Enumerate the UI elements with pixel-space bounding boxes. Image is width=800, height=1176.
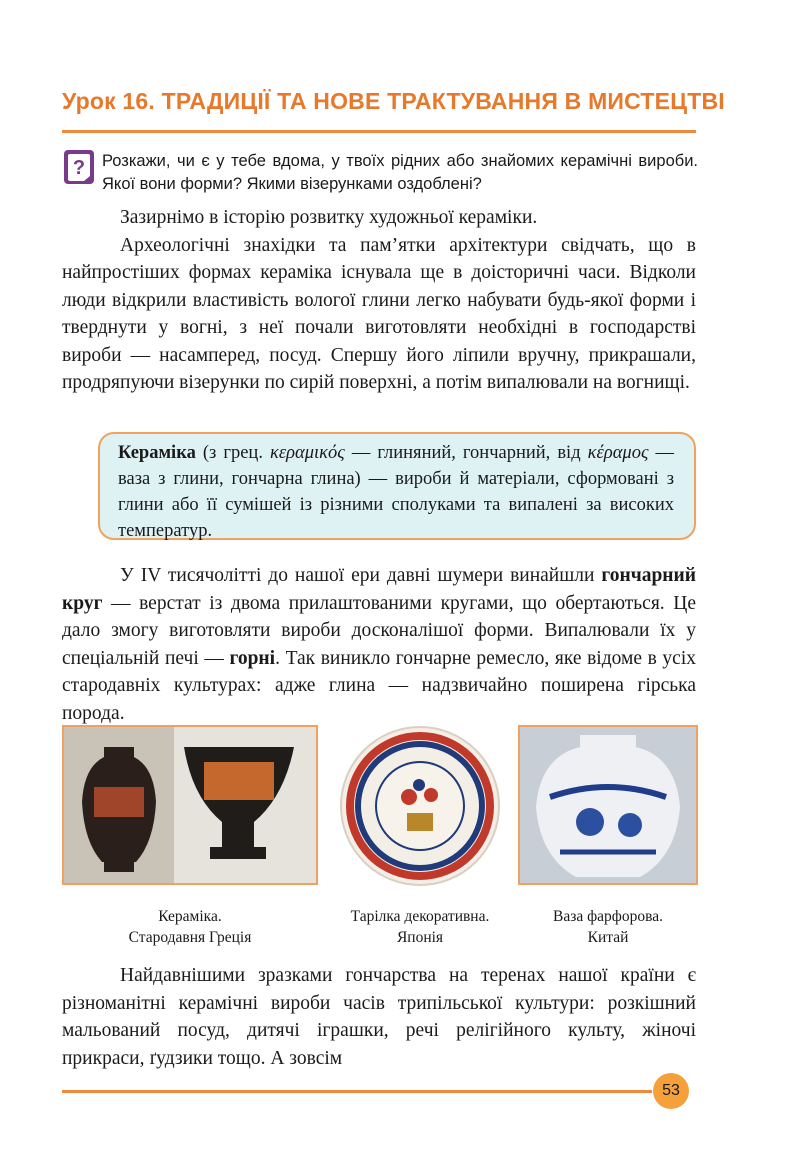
definition-text — [118, 440, 674, 544]
paragraph-text: . Так виникло гончарне ремесло, яке відоме в усіх стародавніх культурах: адже глина — надзвичайно поширена гірська порода. — [62, 647, 696, 724]
caption-line: Тарілка декоративна. — [350, 908, 490, 925]
caption-line: Китай — [587, 929, 629, 946]
greek-word: κέραμος — [587, 443, 649, 463]
term-kiln: горні — [229, 647, 276, 669]
intro-line: Зазирнімо в історію розвитку художньої кераміки. — [120, 207, 538, 228]
caption-line: Японія — [396, 929, 444, 946]
caption-line: Ваза фарфорова. — [553, 908, 663, 925]
caption-chinese-vase — [530, 906, 686, 948]
japanese-plate-image — [339, 725, 501, 887]
page-number: 53 — [653, 1073, 689, 1109]
paragraph-text: У IV тисячолітті до нашої ери давні шумери винайшли — [120, 565, 602, 586]
caption-line: Кераміка. — [158, 908, 222, 925]
paragraph-text: — верстат із двома прилаштованими кругами, що обертаються. Це дало змогу виготовляти вироби досконалішої форми. Випалювали їх у спеціальній печі — — [62, 592, 696, 669]
greek-word: κεραμικός — [269, 443, 345, 463]
term-pottery-wheel: гончарний круг — [62, 565, 696, 614]
intro-paragraph: Археологічні знахідки та пам’ятки архітектури свідчать, що в найпростіших формах кераміка існувала ще в доісторичні часи. Відколи люди відкрили властивість вологої глини легко набувати будь-якої форми і тверднути у вогні, з неї почали виготовляти необхідні в господарстві вироби — насамперед, посуд. Спершу його ліпили вручну, прикрашали, продряпуючи візерунки по сирій поверхні, а потім випалювали на вогнищі. — [62, 234, 696, 393]
discussion-question: Розкажи, чи є у тебе вдома, у твоїх рідних або знайомих керамічні вироби. Якої вони форми? Якими візерунками оздоблені? — [102, 152, 698, 193]
caption-greek-ceramics — [110, 906, 270, 948]
trypillia-paragraph — [62, 962, 696, 1072]
pottery-wheel-paragraph — [62, 562, 696, 727]
svg-text:?: ? — [72, 157, 86, 179]
footer-divider — [62, 1090, 652, 1093]
chinese-vase-image — [518, 725, 698, 885]
definition-part: (з грец. — [195, 443, 270, 463]
question-mark-icon — [64, 150, 94, 184]
definition-part: — ваза з глини, гончарна глина) — вироби й матеріали, сформовані з глини або її сумішей із різними сполуками та випалені за високих температур. — [118, 443, 674, 541]
intro-paragraphs — [62, 204, 696, 397]
lesson-title: Урок 16. ТРАДИЦІЇ ТА НОВЕ ТРАКТУВАННЯ В МИСТЕЦТВІ — [62, 88, 725, 114]
caption-japanese-plate — [330, 906, 510, 948]
greek-ceramics-image — [62, 725, 318, 885]
caption-line: Стародавня Греція — [128, 929, 252, 946]
paragraph-text: Найдавнішими зразками гончарства на теренах нашої країни є різноманітні керамічні вироби часів трипільської культури: розкішний мальований посуд, дитячі іграшки, речі релігійного культу, жіночі прикраси, ґудзики тощо. А зовсім — [62, 965, 696, 1069]
definition-term: Кераміка — [118, 443, 196, 463]
title-divider — [62, 130, 696, 133]
definition-part: — глиняний, гончарний, від — [344, 443, 588, 463]
definition-box — [98, 432, 696, 540]
